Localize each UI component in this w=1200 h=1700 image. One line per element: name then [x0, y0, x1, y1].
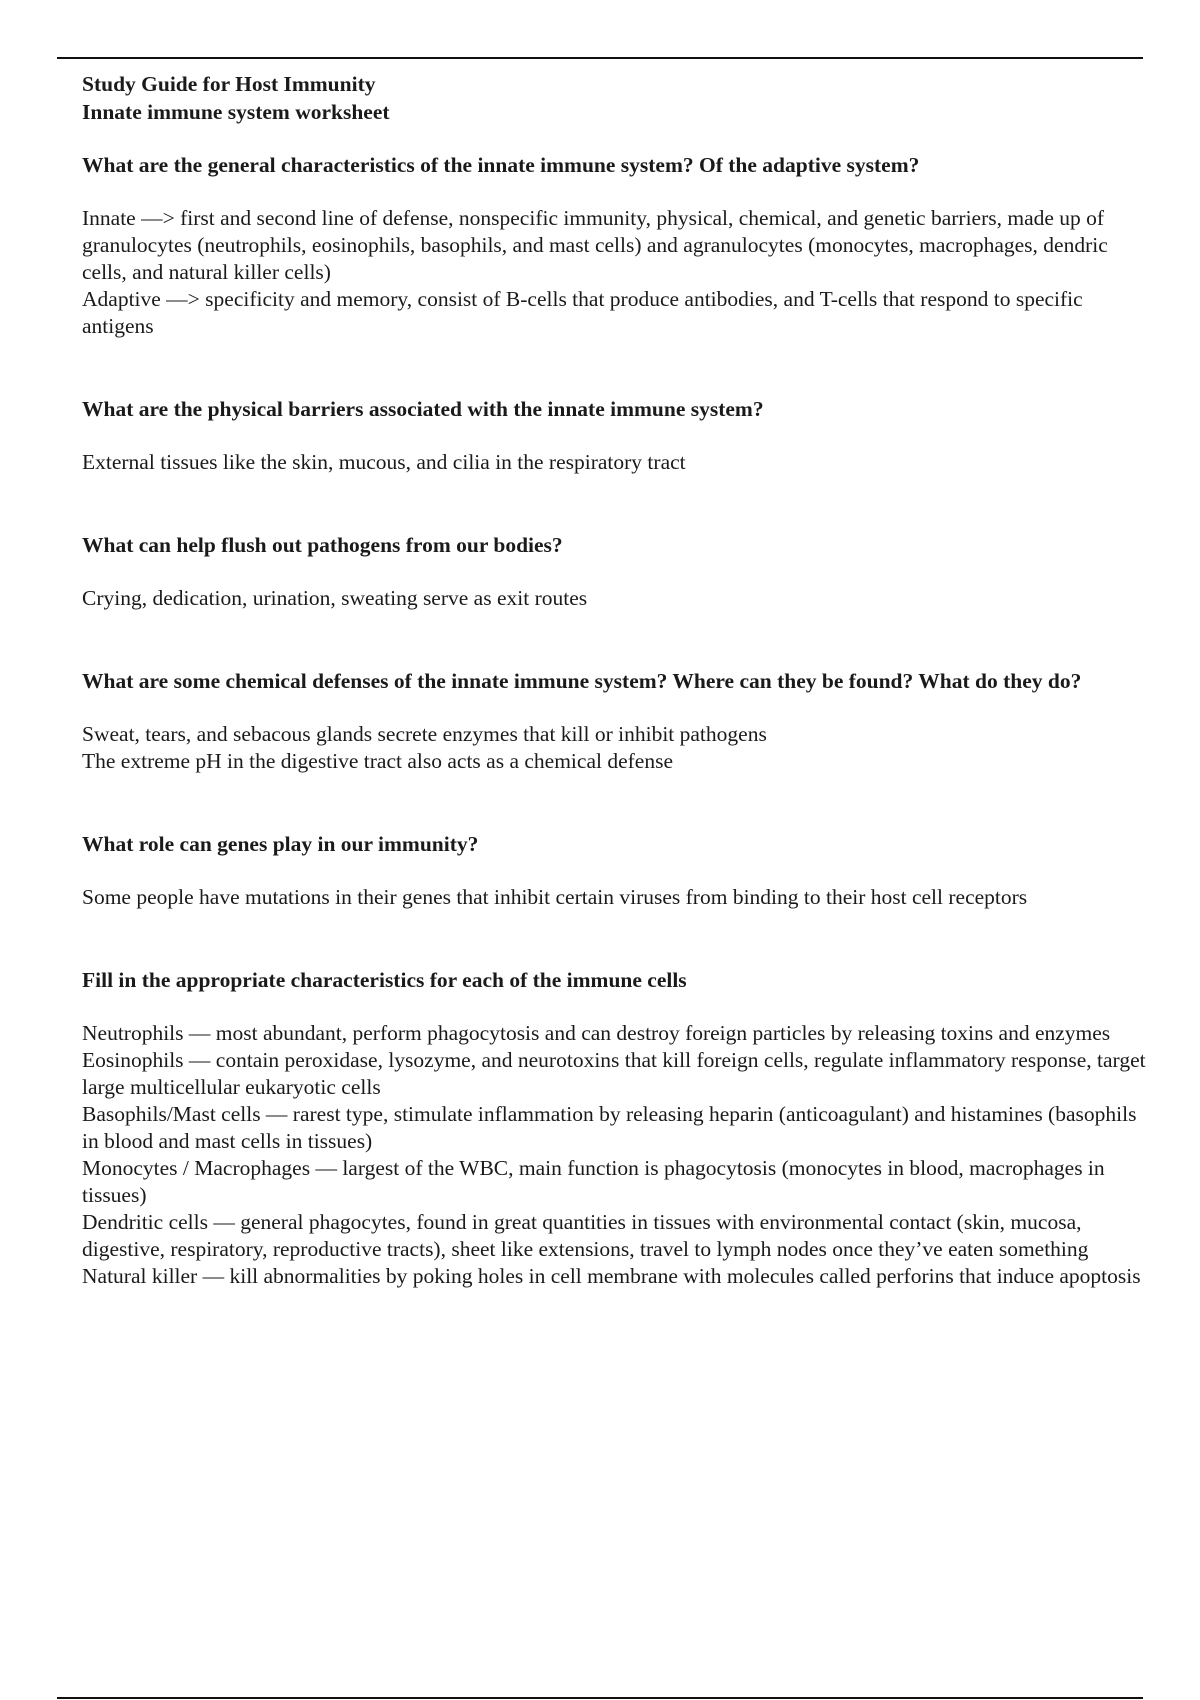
answer	[82, 585, 1146, 612]
section-innate-adaptive	[82, 152, 1146, 340]
answer-line: Neutrophils — most abundant, perform phagocytosis and can destroy foreign particles by releasing toxins and enzymes	[82, 1021, 1111, 1045]
question: What can help flush out pathogens from our bodies?	[82, 533, 563, 557]
answer-line: Adaptive —> specificity and memory, consist of B-cells that produce antibodies, and T-cells that respond to specific antigens	[82, 287, 1083, 338]
answer-line: Dendritic cells — general phagocytes, found in great quantities in tissues with environmental contact (skin, mucosa, digestive, respiratory, reproductive tracts), sheet like extensions, travel to lymph nodes once they’ve eaten something	[82, 1210, 1089, 1261]
answer-line: Natural killer — kill abnormalities by poking holes in cell membrane with molecules called perforins that induce apoptosis	[82, 1264, 1141, 1288]
section-immune-cells	[82, 967, 1146, 1290]
answer-line: Eosinophils — contain peroxidase, lysozyme, and neurotoxins that kill foreign cells, regulate inflammatory response, target large multicellular eukaryotic cells	[82, 1048, 1146, 1099]
section-physical-barriers	[82, 396, 1146, 476]
answer	[82, 884, 1146, 911]
answer	[82, 449, 1146, 476]
answer-line: External tissues like the skin, mucous, and cilia in the respiratory tract	[82, 450, 686, 474]
answer-line: Monocytes / Macrophages — largest of the WBC, main function is phagocytosis (monocytes in blood, macrophages in tissues)	[82, 1156, 1105, 1207]
top-rule	[57, 57, 1143, 59]
document-title: Study Guide for Host Immunity	[82, 72, 376, 96]
answer-line: The extreme pH in the digestive tract also acts as a chemical defense	[82, 749, 673, 773]
answer-line: Crying, dedication, urination, sweating serve as exit routes	[82, 586, 588, 610]
bottom-rule	[57, 1697, 1143, 1699]
question: What are the physical barriers associated with the innate immune system?	[82, 397, 764, 421]
question: Fill in the appropriate characteristics for each of the immune cells	[82, 968, 687, 992]
section-genes	[82, 831, 1146, 911]
answer-line: Basophils/Mast cells — rarest type, stimulate inflammation by releasing heparin (anticoagulant) and histamines (basophils in blood and mast cells in tissues)	[82, 1102, 1137, 1153]
section-flush-pathogens	[82, 532, 1146, 612]
answer	[82, 205, 1146, 340]
answer	[82, 721, 1146, 775]
section-chemical-defenses	[82, 668, 1146, 775]
question: What are some chemical defenses of the innate immune system? Where can they be found? What do they do?	[82, 669, 1082, 693]
question: What role can genes play in our immunity?	[82, 832, 479, 856]
answer-line: Sweat, tears, and sebacous glands secrete enzymes that kill or inhibit pathogens	[82, 722, 767, 746]
answer-line: Some people have mutations in their genes that inhibit certain viruses from binding to their host cell receptors	[82, 885, 1028, 909]
answer-line: Innate —> first and second line of defense, nonspecific immunity, physical, chemical, and genetic barriers, made up of granulocytes (neutrophils, eosinophils, basophils, and mast cells) and agranulocytes (monocytes, macrophages, dendric cells, and natural killer cells)	[82, 206, 1108, 284]
answer	[82, 1020, 1146, 1290]
question: What are the general characteristics of the innate immune system? Of the adaptive system?	[82, 153, 920, 177]
document-page	[82, 70, 1146, 1290]
document-subtitle: Innate immune system worksheet	[82, 100, 390, 124]
